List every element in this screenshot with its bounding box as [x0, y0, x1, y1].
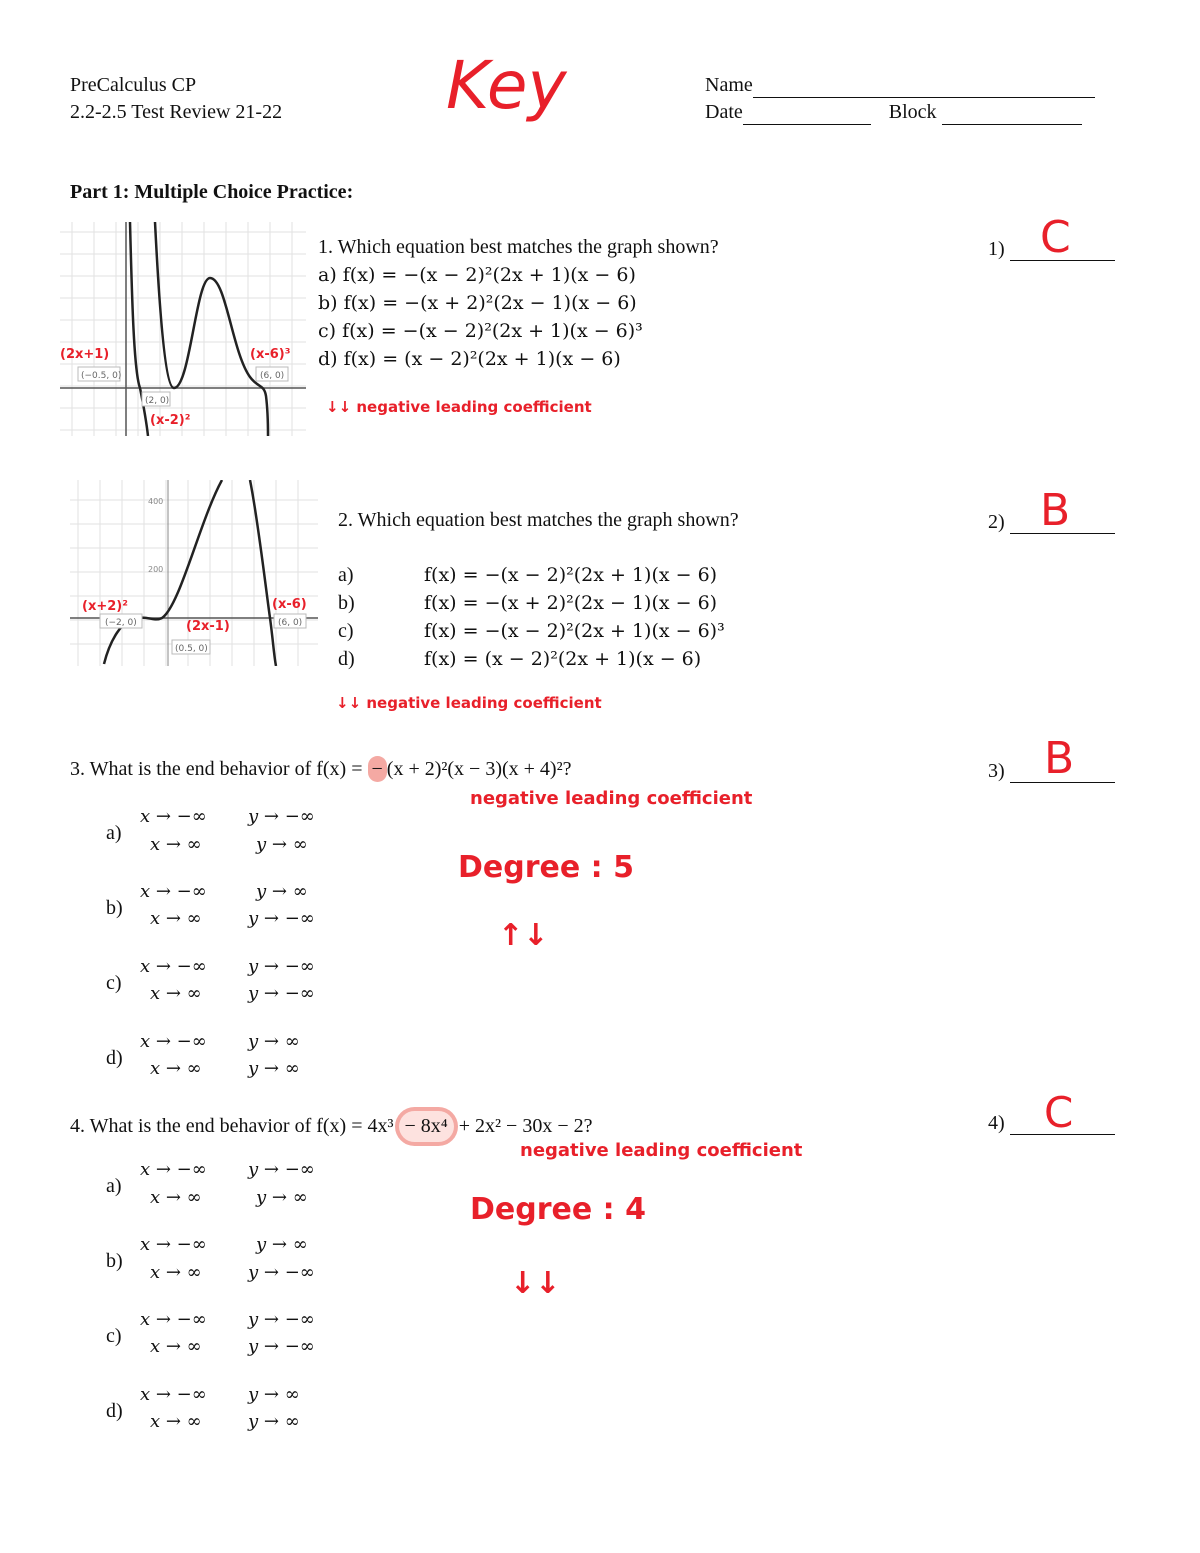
q4-note-arrows: ↓↓ [510, 1266, 561, 1301]
q4-note-degree: Degree : 4 [470, 1192, 646, 1227]
q2-equation-c: f(x) = −(x − 2)²(2x + 1)(x − 6)³ [424, 620, 725, 642]
q2-graph-tick-400: 400 [148, 497, 164, 506]
q2-letter-d[interactable]: d) [338, 648, 355, 670]
date-label: Date [705, 101, 743, 123]
q2-equation-b: f(x) = −(x + 2)²(2x − 1)(x − 6) [424, 592, 718, 614]
q3-option-c-letter: c) [106, 972, 122, 994]
q4-option-c-r2a: x → ∞ [150, 1336, 202, 1357]
q3-option-d-r1a: x → −∞ [140, 1031, 207, 1052]
name-field[interactable] [705, 74, 1095, 98]
q2-equation-d: f(x) = (x − 2)²(2x + 1)(x − 6) [424, 648, 702, 670]
q4-option-d-r1a: x → −∞ [140, 1384, 207, 1405]
q2-graph-label-half: (0.5, 0) [175, 644, 208, 654]
section-title: Part 1: Multiple Choice Practice: [70, 181, 354, 203]
q4-option-b-r2b: y → −∞ [248, 1262, 315, 1283]
q4-note-coefficient: negative leading coefficient [520, 1140, 803, 1161]
date-block-field [705, 101, 1082, 125]
q3-option-a-r1a: x → −∞ [140, 806, 207, 827]
q1-graph-label-two: (2, 0) [145, 396, 170, 406]
q4-option-a-r1b: y → −∞ [248, 1159, 315, 1180]
q4-option-c-r2b: y → −∞ [248, 1336, 315, 1357]
key-mark-text: Key [446, 47, 567, 124]
q1-graph-label-neg-half: (−0.5, 0) [81, 371, 122, 381]
q2-graph-note-2x1: (2x-1) [186, 619, 230, 634]
q3-option-b-r2b: y → −∞ [248, 908, 315, 929]
q3-option-d-r2a: x → ∞ [150, 1058, 202, 1079]
q3-option-c-r2b: y → −∞ [248, 983, 315, 1004]
block-blank[interactable] [942, 101, 1082, 125]
q4-prompt-circled-term: − 8x⁴ [399, 1111, 454, 1142]
q3-option-c-r1a: x → −∞ [140, 956, 207, 977]
q1-answer: C [1040, 212, 1071, 263]
q3-prompt-pre: 3. What is the end behavior of f(x) = [70, 758, 368, 780]
q1-graph-note-2x1: (2x+1) [60, 347, 110, 362]
q4-option-c-r1a: x → −∞ [140, 1309, 207, 1330]
q3-option-b-r1b: y → ∞ [256, 881, 308, 902]
q4-option-a-r1a: x → −∞ [140, 1159, 207, 1180]
q4-prompt [70, 1111, 592, 1142]
q3-option-a-r2a: x → ∞ [150, 834, 202, 855]
q2-graph-label-six: (6, 0) [278, 618, 303, 628]
key-handwritten-mark [440, 38, 590, 158]
q3-option-a-r1b: y → −∞ [248, 806, 315, 827]
q2-graph-note-x2: (x+2)² [82, 599, 128, 614]
q3-prompt [70, 758, 571, 781]
q3-note-arrows: ↑↓ [498, 918, 549, 953]
q1-graph-note-x2: (x-2)² [150, 413, 191, 428]
q1-graph [60, 222, 306, 436]
q4-option-a-letter: a) [106, 1175, 122, 1197]
q2-graph-note-x6: (x-6) [272, 597, 307, 612]
q3-option-a-letter: a) [106, 822, 122, 844]
q2-note: ↓↓ negative leading coefficient [336, 694, 602, 712]
date-blank[interactable] [743, 101, 871, 125]
q2-prompt: 2. Which equation best matches the graph shown? [338, 509, 739, 531]
course-title: PreCalculus CP [70, 74, 197, 96]
q3-option-d-letter: d) [106, 1047, 123, 1069]
name-blank[interactable] [753, 74, 1095, 98]
q1-note: ↓↓ negative leading coefficient [326, 398, 592, 416]
q2-letter-b[interactable]: b) [338, 592, 355, 614]
worksheet-subtitle: 2.2-2.5 Test Review 21-22 [70, 101, 283, 123]
q4-option-b-r1a: x → −∞ [140, 1234, 207, 1255]
q2-graph-label-neg-two: (−2, 0) [105, 618, 137, 628]
q2-graph [70, 480, 318, 666]
q4-prompt-pre: 4. What is the end behavior of f(x) = 4x³ [70, 1115, 399, 1137]
q3-option-d-r1b: y → ∞ [248, 1031, 300, 1052]
q3-answer: B [1044, 733, 1075, 784]
q1-option-c[interactable]: c) f(x) = −(x − 2)²(2x + 1)(x − 6)³ [318, 320, 643, 342]
q4-option-b-r1b: y → ∞ [256, 1234, 308, 1255]
q4-option-b-r2a: x → ∞ [150, 1262, 202, 1283]
q1-option-a[interactable]: a) f(x) = −(x − 2)²(2x + 1)(x − 6) [318, 264, 636, 286]
q3-prompt-neg: − [368, 756, 387, 782]
q3-answer-label: 3) [988, 760, 1005, 782]
q1-prompt: 1. Which equation best matches the graph shown? [318, 236, 719, 258]
q1-graph-label-six: (6, 0) [260, 371, 285, 381]
q3-option-b-r1a: x → −∞ [140, 881, 207, 902]
q4-option-d-r2b: y → ∞ [248, 1411, 300, 1432]
q4-answer-label: 4) [988, 1112, 1005, 1134]
q4-option-c-letter: c) [106, 1325, 122, 1347]
q3-note-coefficient: negative leading coefficient [470, 788, 753, 809]
q1-option-b[interactable]: b) f(x) = −(x + 2)²(2x − 1)(x − 6) [318, 292, 637, 314]
q4-option-d-r2a: x → ∞ [150, 1411, 202, 1432]
q1-option-d[interactable]: d) f(x) = (x − 2)²(2x + 1)(x − 6) [318, 348, 621, 370]
q4-option-d-letter: d) [106, 1400, 123, 1422]
q4-option-a-r2a: x → ∞ [150, 1187, 202, 1208]
q3-option-b-letter: b) [106, 897, 123, 919]
q3-option-a-r2b: y → ∞ [256, 834, 308, 855]
q2-letter-c[interactable]: c) [338, 620, 354, 642]
q4-option-d-r1b: y → ∞ [248, 1384, 300, 1405]
q4-answer: C [1044, 1088, 1074, 1137]
q1-answer-label: 1) [988, 238, 1005, 260]
block-label: Block [888, 101, 937, 123]
q3-option-c-r1b: y → −∞ [248, 956, 315, 977]
name-label: Name [705, 74, 753, 96]
q2-letter-a[interactable]: a) [338, 564, 354, 586]
q2-graph-tick-200: 200 [148, 565, 164, 574]
q3-note-degree: Degree : 5 [458, 850, 634, 885]
q3-prompt-post: (x + 2)²(x − 3)(x + 4)²? [386, 758, 572, 780]
q2-answer-label: 2) [988, 511, 1005, 533]
q3-option-d-r2b: y → ∞ [248, 1058, 300, 1079]
q4-option-c-r1b: y → −∞ [248, 1309, 315, 1330]
q2-equation-a: f(x) = −(x − 2)²(2x + 1)(x − 6) [424, 564, 718, 586]
q4-option-b-letter: b) [106, 1250, 123, 1272]
q3-option-b-r2a: x → ∞ [150, 908, 202, 929]
q1-graph-note-x6: (x-6)³ [250, 347, 291, 362]
q3-option-c-r2a: x → ∞ [150, 983, 202, 1004]
q4-option-a-r2b: y → ∞ [256, 1187, 308, 1208]
q4-prompt-post: + 2x² − 30x − 2? [453, 1115, 593, 1137]
q2-answer: B [1040, 485, 1071, 536]
